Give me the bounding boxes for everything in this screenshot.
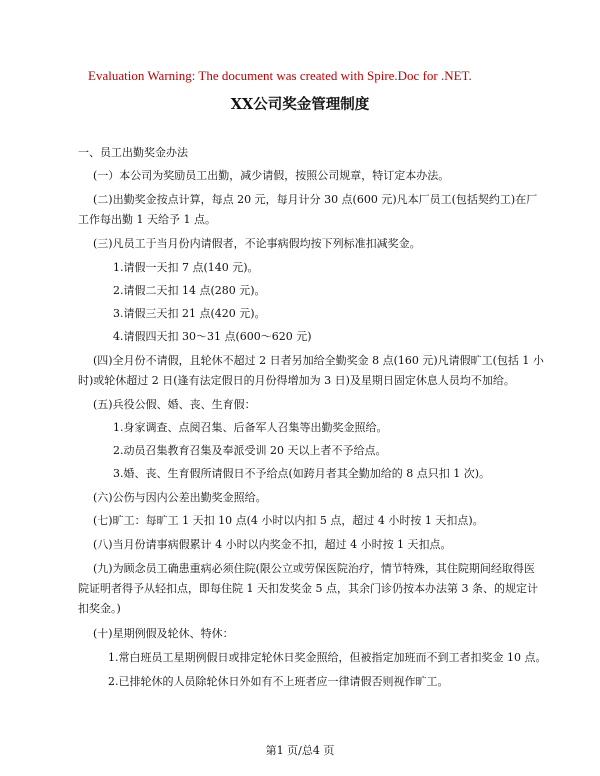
paragraph-1: (一）本公司为奖励员工出勤，减少请假，按照公司规章，特订定本办法。 bbox=[93, 169, 450, 182]
paragraph-5: (五)兵役公假、婚、丧、生育假： bbox=[93, 398, 256, 411]
paragraph-9-line-3: 扣奖金。) bbox=[78, 602, 121, 615]
paragraph-9-line-1: (九)为顾念员工确患重病必须住院(限公立或劳保医院治疗，情节特殊，其住院期间经取得医 bbox=[93, 562, 535, 575]
leave-item: 1.身家调查、点阅召集、后备军人召集等出勤奖金照给。 bbox=[113, 421, 388, 434]
paragraph-2-line-1: (二)出勤奖金按点计算，每点 20 元，每月计分 30 点(600 元)凡本厂员工(包括契约工)在厂 bbox=[93, 193, 538, 206]
document-title: XX公司奖金管理制度 bbox=[230, 96, 370, 113]
paragraph-2-line-2: 工作每出勤 1 天给予 1 点。 bbox=[78, 213, 216, 226]
evaluation-warning: Evaluation Warning: The document was created with Spire.Doc for .NET. bbox=[88, 68, 472, 83]
paragraph-8: (八)当月份请事病假累计 4 小时以内奖金不扣，超过 4 小时按 1 天扣点。 bbox=[93, 538, 452, 551]
paragraph-3: (三)凡员工于当月份内请假者，不论事病假均按下列标准扣减奖金。 bbox=[93, 237, 421, 250]
page-number: 第1 页/总4 页 bbox=[265, 744, 335, 757]
deduction-item: 1.请假一天扣 7 点(140 元)。 bbox=[113, 261, 259, 274]
paragraph-9-line-2: 院证明者得予从轻扣点，即每住院 1 天扣发奖金 5 点，其余门诊仍按本办法第 3 条、的规定计 bbox=[78, 582, 538, 595]
deduction-item: 3.请假三天扣 21 点(420 元)。 bbox=[113, 307, 266, 320]
paragraph-6: (六)公伤与因内公差出勤奖金照给。 bbox=[93, 491, 267, 504]
section-heading: 一、员工出勤奖金办法 bbox=[78, 146, 188, 159]
deduction-item: 2.请假二天扣 14 点(280 元)。 bbox=[113, 284, 266, 297]
leave-item: 3.婚、丧、生育假所请假日不予给点(如跨月者其全勤加给的 8 点只扣 1 次)。 bbox=[113, 467, 491, 480]
paragraph-10: (十)星期例假及轮休、特休： bbox=[93, 627, 234, 640]
rest-item: 2.已排轮休的人员除轮休日外如有不上班者应一律请假否则视作旷工。 bbox=[108, 675, 449, 688]
paragraph-7: (七)旷工：每旷工 1 天扣 10 点(4 小时以内扣 5 点，超过 4 小时按 1 天扣点)。 bbox=[93, 514, 484, 527]
paragraph-4-line-2: 时)或轮休超过 2 日(逢有法定假日的月份得增加为 3 日)及星期日固定休息人员均不加给。 bbox=[78, 374, 515, 387]
rest-item: 1.常白班员工星期例假日或排定轮休日奖金照给，但被指定加班而不到工者扣奖金 10 点。 bbox=[108, 651, 547, 664]
deduction-item: 4.请假四天扣 30～31 点(600～620 元) bbox=[113, 330, 312, 343]
leave-item: 2.动员召集教育召集及奉派受训 20 天以上者不予给点。 bbox=[113, 444, 387, 457]
paragraph-4-line-1: (四)全月份不请假，且轮休不超过 2 日者另加给全勤奖金 8 点(160 元)凡请假旷工(包括 1 小 bbox=[93, 354, 544, 367]
